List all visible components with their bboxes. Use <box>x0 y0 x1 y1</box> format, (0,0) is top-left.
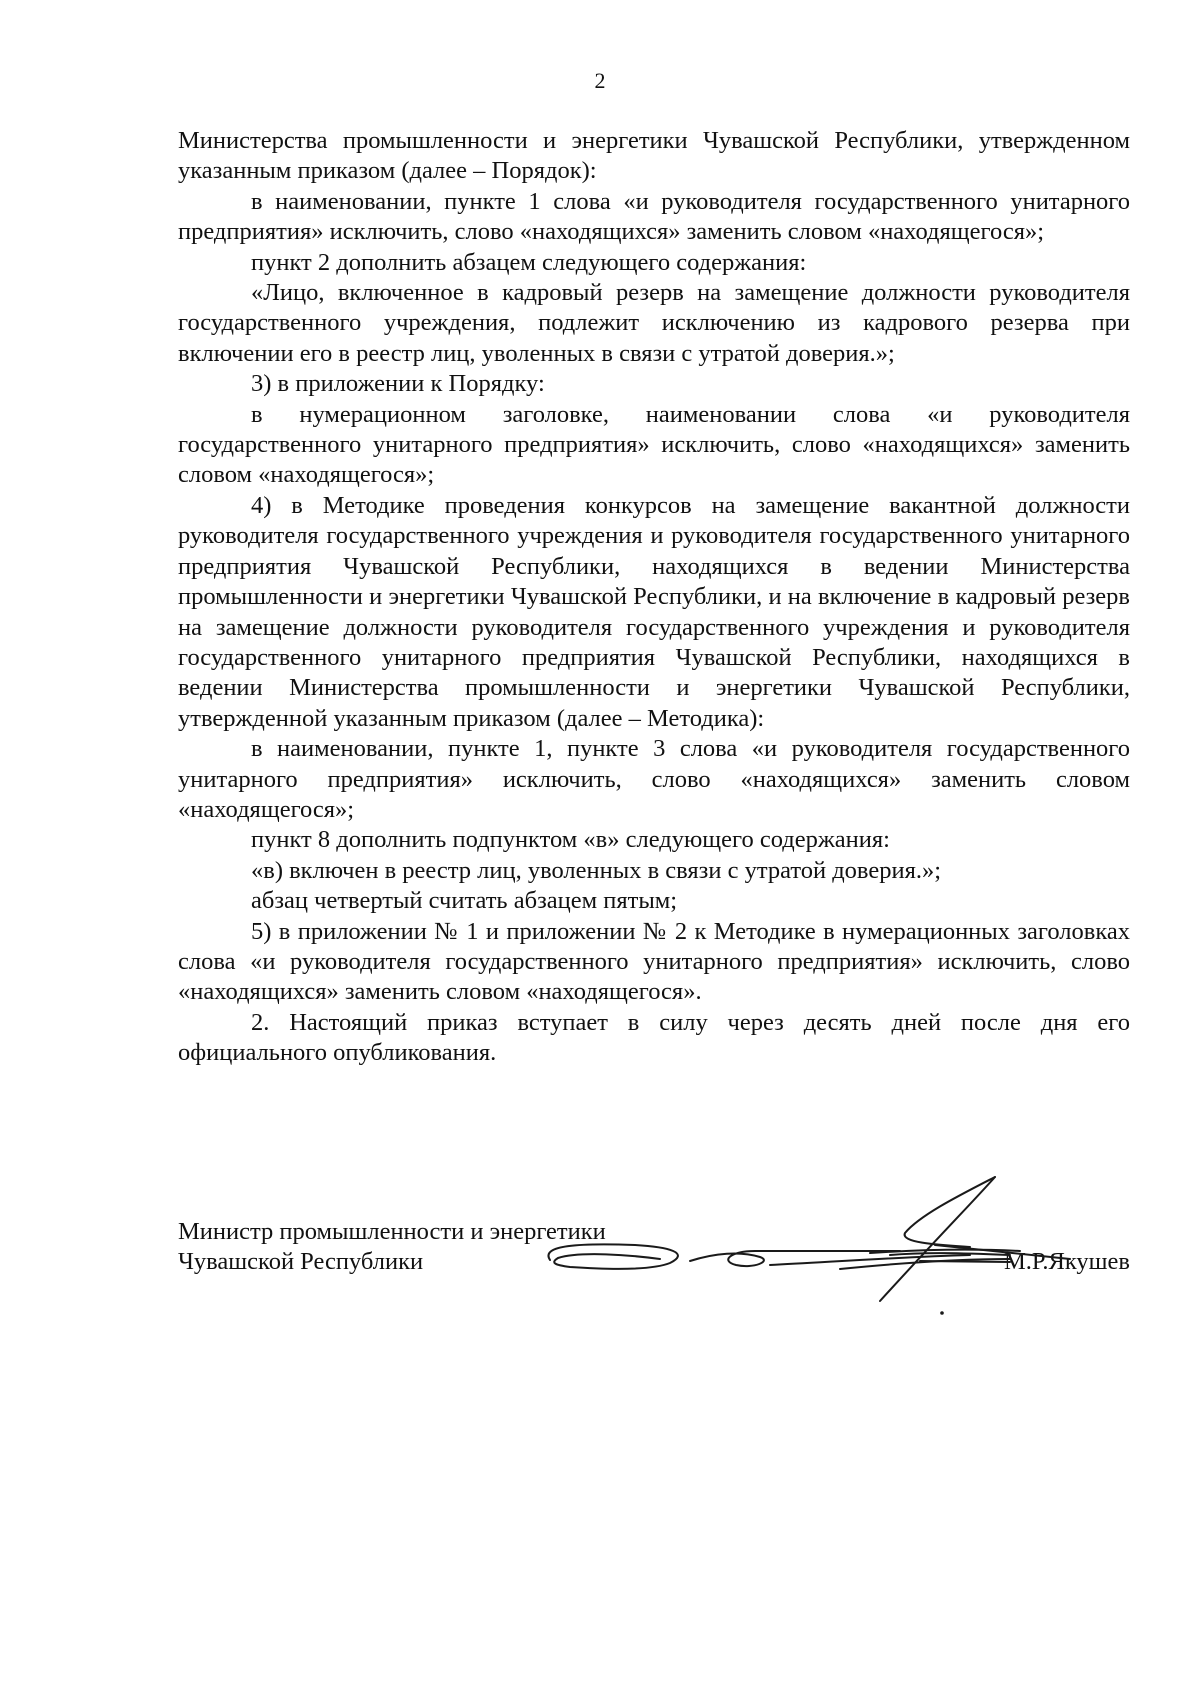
signatory-title: Министр промышленности и энергетики <box>178 1218 606 1245</box>
paragraph: «Лицо, включенное в кадровый резерв на замещение должности руководителя государственного учреждения, подлежит исключению из кадрового резерва при включении его в реестр лиц, уволенных в связи с утратой доверия.»; <box>178 279 1130 367</box>
signatory-title: Чувашской Республики <box>178 1248 424 1275</box>
paragraph: в нумерационном заголовке, наименовании слова «и руководителя государственного унитарного предприятия» исключить, слово «находящихся» заменить словом «находящегося»; <box>178 400 1130 489</box>
paragraph: пункт 2 дополнить абзацем следующего содержания: <box>251 248 807 276</box>
document-body <box>178 126 1130 1069</box>
paragraph: Министерства промышленности и энергетики Чувашской Республики, утвержденном указанным приказом (далее – Порядок): <box>178 127 1130 185</box>
paragraph: 4) в Методике проведения конкурсов на замещение вакантной должности руководителя государственного учреждения и руководителя государственного унитарного предприятия Чувашской Республики, находящихся в ведении Министерства промышленности и энергетики Чувашской Республики, и на включение в кадровый резерв на замещение должности руководителя государственного учреждения и руководителя государственного унитарного предприятия Чувашской Республики, находящихся в ведении Министерства промышленности и энергетики Чувашской Республики, утвержденной указанным приказом (далее – Методика): <box>178 491 1130 732</box>
handwritten-signature <box>540 1165 1120 1315</box>
paragraph: абзац четвертый считать абзацем пятым; <box>251 887 678 915</box>
page-number: 2 <box>594 68 606 93</box>
paragraph: пункт 8 дополнить подпунктом «в» следующего содержания: <box>251 826 890 854</box>
paragraph: в наименовании, пункте 1, пункте 3 слова «и руководителя государственного унитарного предприятия» исключить, слово «находящихся» заменить словом «находящегося»; <box>178 735 1130 823</box>
paragraph: 2. Настоящий приказ вступает в силу через десять дней после дня его официального опубликования. <box>178 1008 1130 1067</box>
paragraph: в наименовании, пункте 1 слова «и руководителя государственного унитарного предприятия» исключить, слово «находящихся» заменить словом «находящегося»; <box>178 187 1130 246</box>
paragraph: «в) включен в реестр лиц, уволенных в связи с утратой доверия.»; <box>251 856 942 884</box>
paragraph: 5) в приложении № 1 и приложении № 2 к Методике в нумерационных заголовках слова «и руководителя государственного унитарного предприятия» исключить, слово «находящихся» заменить словом «находящегося». <box>178 917 1130 1006</box>
paragraph: 3) в приложении к Порядку: <box>251 370 545 398</box>
signatory-name: М.Р.Якушев <box>1003 1248 1130 1275</box>
